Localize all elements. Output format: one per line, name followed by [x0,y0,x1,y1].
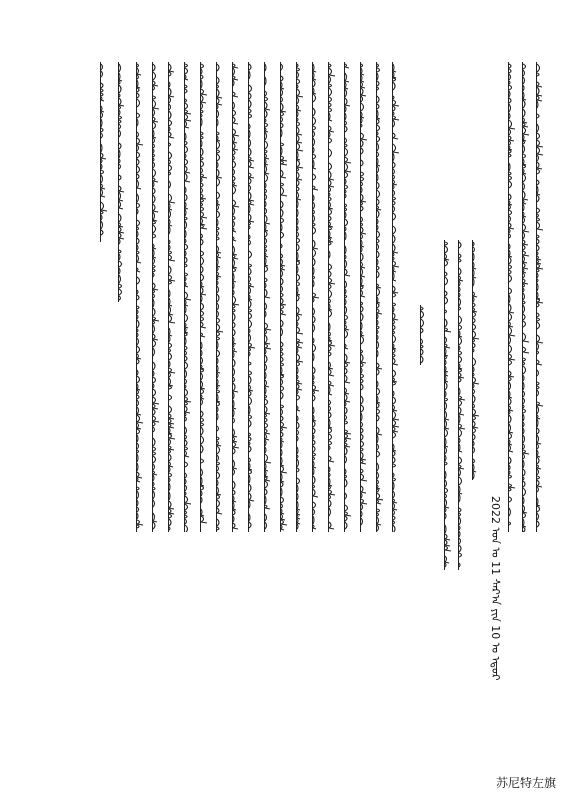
text-column-body [232,62,239,532]
text-column-addendum [536,62,543,532]
text-column-body [200,62,207,532]
date-line: 2022 ᠣᠨ ᠤ 11 ᠰᠠᠷ᠎ᠠ ᠶᠢᠨ 10 ᠤ ᠡᠳᠦᠷ [489,496,502,681]
text-column-body [344,62,351,532]
text-column-body [184,62,191,532]
text-column-body [328,62,335,532]
text-column-body [152,62,159,532]
text-column-body [248,62,255,532]
text-column-closing [458,240,465,570]
text-column-title-line-1 [100,62,107,242]
text-column-signature [420,305,427,365]
text-column-body [360,62,367,532]
source-watermark: 苏尼特左旗 [495,776,556,790]
text-column-addendum [522,62,529,532]
text-column-body [168,62,175,532]
text-column-closing [472,240,479,480]
text-column-body [392,62,399,532]
text-column-body [216,62,223,532]
text-column-body [264,62,271,532]
text-column-body [376,62,383,532]
text-column-body [312,62,319,532]
text-column-body [296,62,303,532]
text-column-addendum [508,62,515,532]
text-column-body [136,62,143,532]
text-column-title-line-2 [118,62,125,302]
text-column-body [280,62,287,532]
text-column-closing [444,240,451,570]
